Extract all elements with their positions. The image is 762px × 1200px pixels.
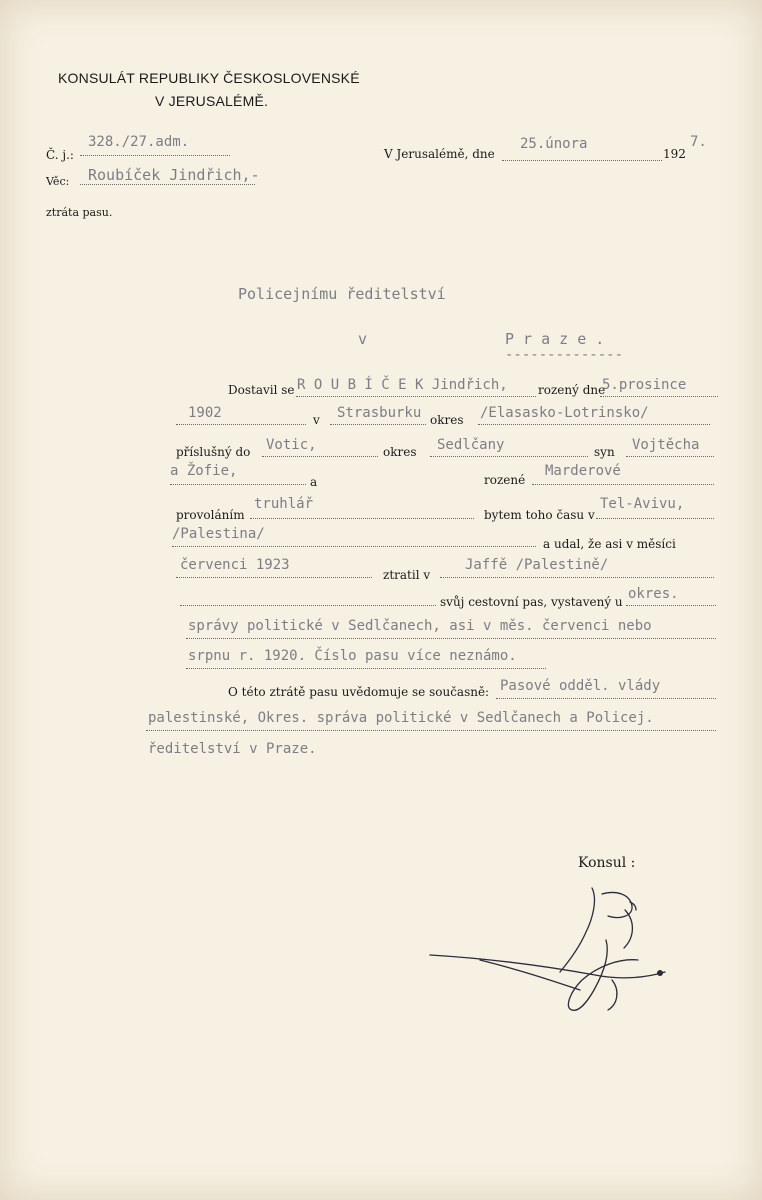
dateline-year-prefix: 192	[663, 147, 686, 161]
okres-label: okres	[430, 413, 464, 427]
lost-in-label: ztratil v	[383, 568, 431, 582]
father-dotted-line	[626, 456, 714, 457]
subject-dotted-line	[80, 184, 255, 185]
profession-dotted-line	[250, 518, 474, 519]
notify-line3: ředitelství v Praze.	[148, 741, 317, 757]
birth-place: Strasburku	[337, 405, 422, 421]
issuer-line3-dotted-line	[186, 668, 546, 669]
addressee-v: v	[358, 330, 368, 348]
loss-month-dotted-line	[176, 577, 372, 578]
residence-label: bytem toho času v	[484, 508, 595, 522]
notify-label: O této ztrátě pasu uvědomuje se současně:	[228, 685, 490, 699]
passport-blank-dotted-line	[180, 605, 436, 606]
and-label: a	[310, 475, 318, 489]
loss-month: červenci 1923	[180, 557, 290, 573]
son-label: syn	[594, 445, 615, 459]
domicile-value: Votic,	[266, 437, 317, 453]
reference-number-label: Č. j.:	[46, 148, 74, 162]
loss-place: Jaffě /Palestině/	[465, 557, 609, 573]
nee-label: rozené	[484, 473, 526, 487]
domicile-dotted-line	[262, 456, 378, 457]
addressee-line: Policejnímu ředitelství	[238, 285, 446, 303]
born-label: rozený dne	[538, 383, 606, 397]
notify-line2-dotted-line	[146, 730, 716, 731]
loss-place-dotted-line	[440, 577, 714, 578]
subject-continuation: ztráta pasu.	[46, 206, 113, 219]
dateline-date: 25.února	[520, 136, 588, 152]
father-name: Vojtěcha	[632, 437, 700, 453]
consul-label: Konsul :	[578, 855, 636, 871]
district2-dotted-line	[430, 456, 588, 457]
issuer-line2-dotted-line	[186, 638, 716, 639]
issuer-line2: správy politické v Sedlčanech, asi v měs. červenci nebo	[188, 618, 652, 634]
birth-district-dotted-line	[478, 424, 710, 425]
notify-line1: Pasové odděl. vlády	[500, 678, 661, 694]
subject-label: Věc:	[46, 175, 70, 188]
signature-dot	[657, 970, 663, 976]
residence-value: Tel-Avivu,	[600, 496, 685, 512]
dostavil-label: Dostavil se	[228, 383, 295, 397]
birth-year-dotted-line	[176, 424, 306, 425]
notify-line2: palestinské, Okres. správa politické v Sedlčanech a Policej.	[148, 710, 654, 726]
passport-issued-label: svůj cestovní pas, vystavený u	[440, 595, 623, 609]
mother-first: a Žofie,	[170, 463, 238, 479]
residence2-value: /Palestina/	[172, 526, 265, 542]
domicile-label: příslušný do	[176, 445, 251, 459]
profession-label: provoláním	[176, 508, 245, 522]
consul-signature	[420, 880, 680, 1020]
letterhead-line1: KONSULÁT REPUBLIKY ČESKOSLOVENSKÉ	[58, 70, 360, 86]
name-value: R O U B Í Č E K Jindřich,	[297, 377, 508, 393]
birth-district: /Elasasko-Lotrinsko/	[480, 405, 649, 421]
birth-year: 1902	[188, 405, 222, 421]
birth-date: 5.prosince	[602, 377, 687, 393]
v-label: v	[313, 413, 320, 427]
addressee-underline: --------------	[505, 347, 624, 363]
dateline-place: V Jerusalémě, dne	[384, 147, 495, 161]
name-dotted-line	[296, 396, 536, 397]
issuer-line3: srpnu r. 1920. Číslo pasu více neznámo.	[188, 648, 517, 664]
district2-value: Sedlčany	[437, 437, 505, 453]
mother-maiden: Marderové	[545, 463, 621, 479]
mother-first-dotted-line	[170, 484, 306, 485]
dateline-year-suffix: 7.	[690, 134, 707, 150]
issuer-line1: okres.	[628, 586, 679, 602]
udal-label: a udal, že asi v měsíci	[543, 537, 676, 551]
letterhead-line2: V JERUSALÉMĚ.	[155, 93, 269, 109]
okres2-label: okres	[383, 445, 417, 459]
birth-date-dotted-line	[600, 396, 718, 397]
subject-value: Roubíček Jindřich,-	[88, 166, 260, 184]
profession-value: truhlář	[254, 496, 314, 512]
notify-line1-dotted-line	[496, 698, 716, 699]
reference-number-dotted-line	[80, 155, 230, 156]
residence2-dotted-line	[172, 546, 536, 547]
mother-maiden-dotted-line	[532, 484, 714, 485]
reference-number-value: 328./27.adm.	[88, 134, 190, 150]
birth-place-dotted-line	[330, 424, 426, 425]
addressee-city: P r a z e .	[505, 330, 605, 348]
residence-dotted-line	[596, 518, 714, 519]
dateline-dotted-line	[502, 160, 662, 161]
issuer-line1-dotted-line	[626, 605, 716, 606]
